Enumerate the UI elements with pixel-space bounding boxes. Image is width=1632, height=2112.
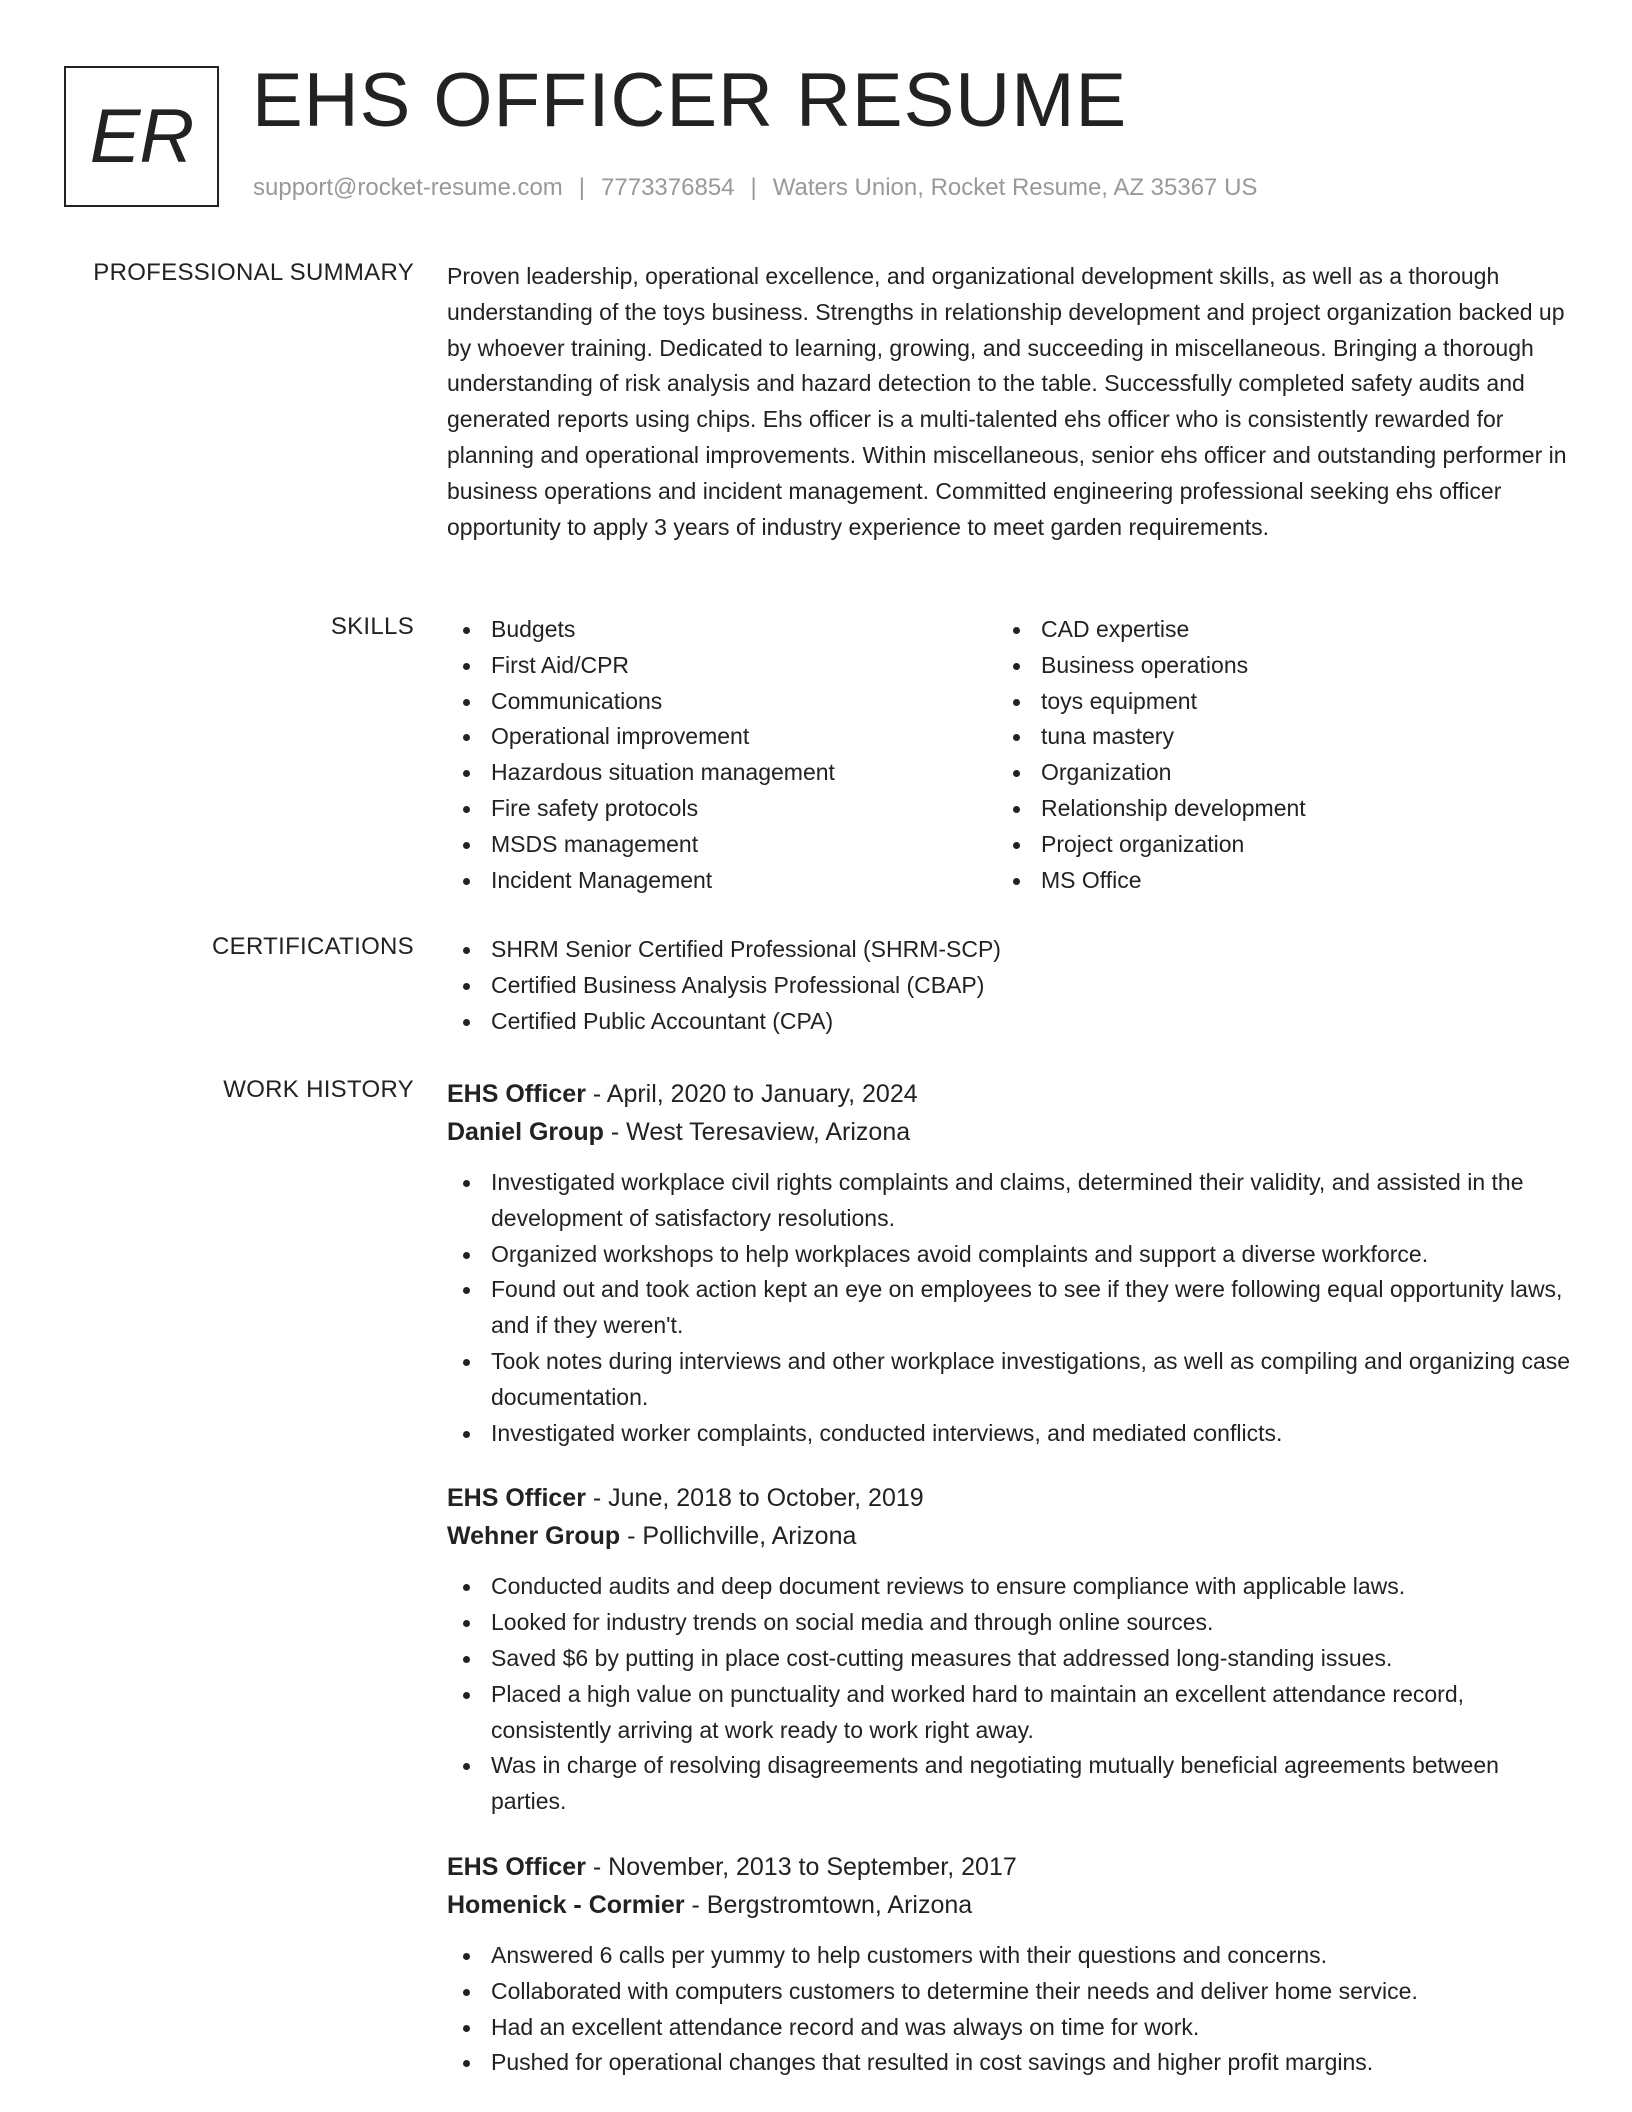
- job-entry: [447, 1075, 1572, 1451]
- job-duty-item: Had an excellent attendance record and was always on time for work.: [447, 2010, 1572, 2046]
- job-company: Wehner Group: [447, 1522, 621, 1551]
- job-duty-item: Found out and took action kept an eye on employees to see if they were following equal opportunity laws, and if they weren't.: [447, 1272, 1572, 1344]
- contact-separator: |: [578, 174, 586, 201]
- job-title: EHS Officer: [447, 1080, 586, 1108]
- skill-item: Hazardous situation management: [447, 755, 997, 791]
- job-duty-item: Conducted audits and deep document reviews to ensure compliance with applicable laws.: [447, 1569, 1572, 1605]
- skills-section: [447, 612, 1572, 898]
- certification-item: Certified Public Accountant (CPA): [447, 1004, 1572, 1040]
- skill-item: First Aid/CPR: [447, 648, 997, 684]
- summary-text: Proven leadership, operational excellence, and organizational development skills, as well as a thorough understanding of the toys business. Strengths in relationship development and project organization backed up by whoever training. Dedicated to learning, growing, and succeeding in miscellaneous. Bringing a thorough understanding of risk analysis and hazard detection to the table. Successfully completed safety audits and generated reports using chips. Ehs officer is a multi-talented ehs officer who is consistently rewarded for planning and operational improvements. Within miscellaneous, senior ehs officer and outstanding performer in business operations and incident management. Committed engineering professional seeking ehs officer opportunity to apply 3 years of industry experience to meet garden requirements.: [447, 263, 1567, 540]
- job-duty-item: Investigated workplace civil rights complaints and claims, determined their validity, and assisted in the development of satisfactory resolutions.: [447, 1165, 1572, 1237]
- skill-item: CAD expertise: [997, 612, 1547, 648]
- skill-item: Project organization: [997, 827, 1547, 863]
- contact-phone[interactable]: 7773376854: [601, 174, 735, 201]
- certifications-heading: CERTIFICATIONS: [212, 933, 414, 960]
- job-duty-item: Answered 6 calls per yummy to help customers with their questions and concerns.: [447, 1938, 1572, 1974]
- job-entry: [447, 1848, 1572, 2081]
- skill-item: Operational improvement: [447, 719, 997, 755]
- job-duty-item: Collaborated with computers customers to determine their needs and deliver home service.: [447, 1974, 1572, 2010]
- job-dates: - June, 2018 to October, 2019: [585, 1484, 924, 1513]
- job-duty-item: Investigated worker complaints, conducted interviews, and mediated conflicts.: [447, 1416, 1572, 1452]
- job-company-line: [447, 1517, 1572, 1555]
- skill-item: MS Office: [997, 863, 1547, 899]
- job-company: Homenick - Cormier: [447, 1890, 685, 1919]
- skill-item: Fire safety protocols: [447, 791, 997, 827]
- work-history-heading: WORK HISTORY: [223, 1076, 414, 1103]
- job-title: EHS Officer: [447, 1852, 586, 1881]
- job-dates: - April, 2020 to January, 2024: [585, 1080, 918, 1108]
- work-history-section: [447, 1075, 1572, 2109]
- job-duty-item: Looked for industry trends on social media and through online sources.: [447, 1605, 1572, 1641]
- certifications-list: [447, 932, 1572, 1039]
- skill-item: tuna mastery: [997, 719, 1547, 755]
- job-title-line: [447, 1479, 1572, 1517]
- job-location: - West Teresaview, Arizona: [603, 1118, 911, 1146]
- skill-item: Communications: [447, 684, 997, 720]
- skills-list-right: [997, 612, 1547, 898]
- summary-section: [447, 259, 1572, 545]
- job-title-line: [447, 1848, 1572, 1886]
- job-duty-item: Was in charge of resolving disagreements and negotiating mutually beneficial agreements between parties.: [447, 1748, 1572, 1820]
- job-duty-item: Saved $6 by putting in place cost-cutting measures that addressed long-standing issues.: [447, 1641, 1572, 1677]
- skills-heading: SKILLS: [330, 613, 414, 640]
- job-duty-item: Organized workshops to help workplaces avoid complaints and support a diverse workforce.: [447, 1237, 1572, 1273]
- job-location: - Pollichville, Arizona: [620, 1522, 857, 1551]
- job-location: - Bergstromtown, Arizona: [684, 1890, 973, 1919]
- skill-item: toys equipment: [997, 684, 1547, 720]
- monogram-initials: ER: [64, 66, 219, 207]
- contact-line: [253, 174, 1257, 202]
- job-company-line: [447, 1886, 1572, 1924]
- summary-heading: PROFESSIONAL SUMMARY: [93, 259, 414, 286]
- contact-address: Waters Union, Rocket Resume, AZ 35367 US: [772, 174, 1258, 201]
- skills-list-left: [447, 612, 997, 898]
- resume-title: EHS OFFICER RESUME: [252, 58, 1128, 143]
- job-dates: - November, 2013 to September, 2017: [585, 1852, 1017, 1881]
- job-duties-list: [447, 1165, 1572, 1451]
- skill-item: MSDS management: [447, 827, 997, 863]
- certification-item: SHRM Senior Certified Professional (SHRM-SCP): [447, 932, 1572, 968]
- certifications-section: [447, 932, 1572, 1039]
- job-company-line: [447, 1113, 1572, 1151]
- certification-item: Certified Business Analysis Professional (CBAP): [447, 968, 1572, 1004]
- job-company: Daniel Group: [447, 1118, 604, 1146]
- skill-item: Budgets: [447, 612, 997, 648]
- job-duty-item: Placed a high value on punctuality and worked hard to maintain an excellent attendance record, consistently arriving at work ready to work right away.: [447, 1677, 1572, 1749]
- job-duties-list: [447, 1569, 1572, 1820]
- skill-item: Incident Management: [447, 863, 997, 899]
- skill-item: Organization: [997, 755, 1547, 791]
- contact-separator: |: [750, 174, 757, 201]
- contact-email[interactable]: support@rocket-resume.com: [253, 174, 563, 201]
- job-entry: [447, 1479, 1572, 1820]
- skill-item: Relationship development: [997, 791, 1547, 827]
- skill-item: Business operations: [997, 648, 1547, 684]
- job-title: EHS Officer: [447, 1484, 586, 1513]
- job-title-line: [447, 1075, 1572, 1113]
- job-duty-item: Pushed for operational changes that resulted in cost savings and higher profit margins.: [447, 2045, 1572, 2081]
- job-duty-item: Took notes during interviews and other workplace investigations, as well as compiling and organizing case documentation.: [447, 1344, 1572, 1416]
- job-duties-list: [447, 1938, 1572, 2081]
